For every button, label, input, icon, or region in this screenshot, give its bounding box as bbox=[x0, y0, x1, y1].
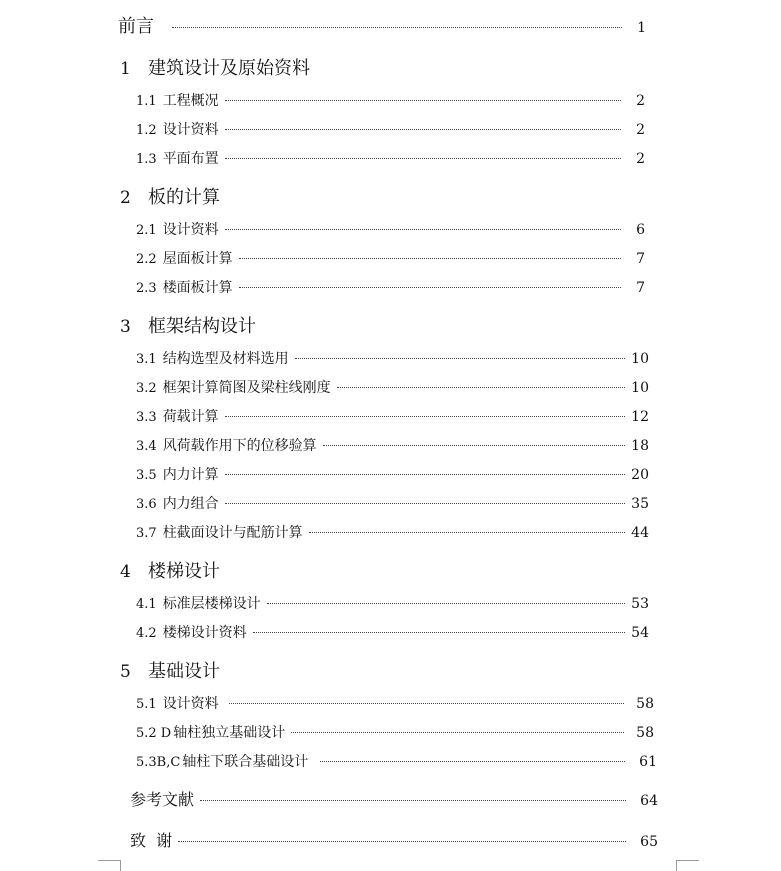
dot-leader bbox=[291, 731, 624, 733]
dot-leader bbox=[229, 702, 624, 704]
toc-page-number: 18 bbox=[631, 438, 649, 454]
dot-leader bbox=[225, 157, 621, 159]
toc-entry-3-1[interactable] bbox=[136, 348, 649, 368]
page-corner-mark-right bbox=[676, 860, 699, 871]
toc-entry-title: 结构选型及材料选用 bbox=[162, 351, 289, 367]
section-number: 2.3 bbox=[136, 281, 157, 296]
toc-entry-title: 屋面板计算 bbox=[162, 251, 233, 267]
section-number: 3.6 bbox=[136, 497, 157, 512]
toc-entry-3-5[interactable] bbox=[136, 464, 649, 484]
toc-entry-title: 楼梯设计资料 bbox=[162, 625, 247, 641]
chapter-title: 楼梯设计 bbox=[148, 561, 220, 582]
section-number: 1.2 bbox=[136, 123, 157, 138]
dot-leader bbox=[172, 26, 622, 28]
toc-entry-3-2[interactable] bbox=[136, 377, 649, 397]
dot-leader bbox=[337, 386, 625, 388]
toc-entry-title: 工程概况 bbox=[162, 93, 219, 109]
toc-entry-4-2[interactable] bbox=[136, 622, 649, 642]
dot-leader bbox=[253, 631, 625, 633]
toc-entry-title: 内力组合 bbox=[162, 496, 219, 512]
dot-leader bbox=[225, 473, 625, 475]
toc-page-number: 64 bbox=[640, 793, 658, 809]
toc-entry-2-1[interactable] bbox=[136, 219, 645, 239]
dot-leader bbox=[225, 415, 625, 417]
toc-chapter-2[interactable] bbox=[120, 183, 220, 209]
toc-page-number: 58 bbox=[636, 696, 654, 712]
dot-leader bbox=[239, 286, 621, 288]
toc-entry-references[interactable] bbox=[130, 787, 658, 810]
section-number: 2.2 bbox=[136, 252, 157, 267]
toc-page-number: 53 bbox=[631, 596, 649, 612]
chapter-number: 3 bbox=[120, 317, 131, 337]
dot-leader bbox=[320, 760, 625, 762]
toc-entry-title: 标准层楼梯设计 bbox=[162, 596, 261, 612]
toc-page-number: 65 bbox=[640, 834, 658, 850]
dot-leader bbox=[323, 444, 625, 446]
chapter-title: 基础设计 bbox=[148, 661, 220, 682]
toc-page-number: 2 bbox=[636, 93, 645, 109]
toc-page-number: 12 bbox=[631, 409, 649, 425]
chapter-title: 框架结构设计 bbox=[148, 316, 256, 337]
toc-page-number: 10 bbox=[631, 380, 649, 396]
section-number: 4.2 bbox=[136, 626, 157, 641]
toc-entry-title: 轴柱下联合基础设计 bbox=[182, 754, 309, 770]
toc-entry-1-2[interactable] bbox=[136, 119, 645, 139]
toc-entry-5-3[interactable] bbox=[136, 751, 657, 771]
toc-page-number: 1 bbox=[637, 20, 646, 36]
toc-entry-2-2[interactable] bbox=[136, 248, 645, 268]
toc-page-number: 2 bbox=[636, 122, 645, 138]
section-number: 3.2 bbox=[136, 381, 157, 396]
toc-page-number: 10 bbox=[631, 351, 649, 367]
toc-entry-title: 设计资料 bbox=[162, 222, 219, 238]
toc-chapter-3[interactable] bbox=[120, 312, 256, 338]
toc-entry-3-4[interactable] bbox=[136, 435, 649, 455]
toc-entry-title: 设计资料 bbox=[162, 696, 219, 712]
toc-entry-4-1[interactable] bbox=[136, 593, 649, 613]
toc-page-number: 20 bbox=[631, 467, 649, 483]
toc-chapter-4[interactable] bbox=[120, 557, 220, 583]
dot-leader bbox=[178, 840, 626, 842]
chapter-title: 建筑设计及原始资料 bbox=[148, 58, 310, 79]
chapter-number: 4 bbox=[120, 562, 131, 582]
toc-entry-title: 前言 bbox=[118, 16, 154, 37]
toc-entry-title: 参考文献 bbox=[130, 790, 195, 809]
toc-page-number: 6 bbox=[636, 222, 645, 238]
toc-entry-preface[interactable] bbox=[118, 12, 646, 38]
toc-entry-3-7[interactable] bbox=[136, 522, 649, 542]
toc-entry-title: 楼面板计算 bbox=[162, 280, 233, 296]
toc-page-number: 2 bbox=[636, 151, 645, 167]
toc-entry-5-2[interactable] bbox=[136, 722, 654, 742]
toc-entry-title: 风荷载作用下的位移验算 bbox=[162, 438, 317, 454]
section-number: 3.1 bbox=[136, 352, 157, 367]
section-number: 1.1 bbox=[136, 94, 157, 109]
toc-entry-5-1[interactable] bbox=[136, 693, 654, 713]
toc-page-number: 7 bbox=[636, 251, 645, 267]
toc-page-number: 35 bbox=[631, 496, 649, 512]
toc-entry-title: 柱截面设计与配筋计算 bbox=[162, 525, 303, 541]
toc-entry-title: 轴柱独立基础设计 bbox=[173, 725, 286, 741]
chapter-number: 1 bbox=[120, 59, 131, 79]
toc-page-number: 61 bbox=[639, 754, 657, 770]
toc-entry-title: 内力计算 bbox=[162, 467, 219, 483]
toc-page-number: 54 bbox=[631, 625, 649, 641]
toc-entry-3-6[interactable] bbox=[136, 493, 649, 513]
dot-leader bbox=[239, 257, 621, 259]
section-number: 1.3 bbox=[136, 152, 157, 167]
section-number: 3.5 bbox=[136, 468, 157, 483]
dot-leader bbox=[225, 228, 621, 230]
section-number: 5.2 D bbox=[136, 726, 172, 741]
toc-page-number: 7 bbox=[636, 280, 645, 296]
toc-chapter-1[interactable] bbox=[120, 54, 310, 80]
toc-entry-title: 平面布置 bbox=[162, 151, 219, 167]
section-number: 3.3 bbox=[136, 410, 157, 425]
page-corner-mark-left bbox=[98, 860, 121, 871]
toc-page-number: 58 bbox=[636, 725, 654, 741]
toc-chapter-5[interactable] bbox=[120, 657, 220, 683]
toc-entry-title: 设计资料 bbox=[162, 122, 219, 138]
toc-entry-acknowledgements[interactable] bbox=[130, 828, 658, 851]
toc-entry-1-1[interactable] bbox=[136, 90, 645, 110]
chapter-title: 板的计算 bbox=[148, 187, 220, 208]
section-number: 5.1 bbox=[136, 697, 157, 712]
section-number: 5.3B,C bbox=[136, 755, 181, 770]
dot-leader bbox=[267, 602, 625, 604]
section-number: 3.7 bbox=[136, 526, 157, 541]
toc-entry-title: 框架计算简图及梁柱线刚度 bbox=[162, 380, 331, 396]
toc-entry-title: 致 谢 bbox=[130, 831, 173, 850]
chapter-number: 2 bbox=[120, 188, 131, 208]
dot-leader bbox=[309, 531, 625, 533]
section-number: 4.1 bbox=[136, 597, 157, 612]
section-number: 2.1 bbox=[136, 223, 157, 238]
dot-leader bbox=[200, 799, 626, 801]
toc-page-number: 44 bbox=[631, 525, 649, 541]
chapter-number: 5 bbox=[120, 662, 131, 682]
toc-entry-3-3[interactable] bbox=[136, 406, 649, 426]
toc-entry-1-3[interactable] bbox=[136, 148, 645, 168]
toc-entry-2-3[interactable] bbox=[136, 277, 645, 297]
dot-leader bbox=[225, 99, 621, 101]
section-number: 3.4 bbox=[136, 439, 157, 454]
toc-entry-title: 荷载计算 bbox=[162, 409, 219, 425]
dot-leader bbox=[225, 128, 621, 130]
dot-leader bbox=[295, 357, 625, 359]
dot-leader bbox=[225, 502, 625, 504]
